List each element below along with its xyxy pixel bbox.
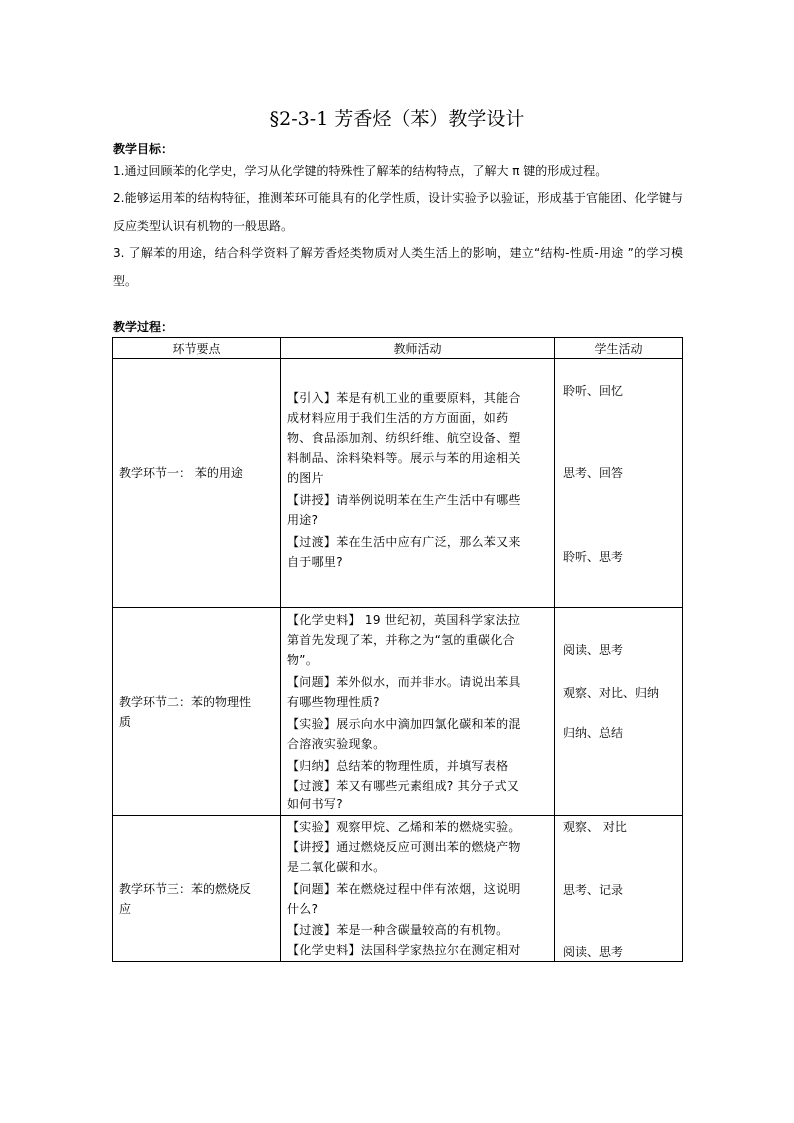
- stage-label: 教学环节二：苯的物理性: [119, 695, 252, 709]
- student-line: 观察、对比、归纳: [563, 686, 660, 700]
- teacher-line: 用途?: [287, 513, 319, 527]
- stage-label: 教学环节三：苯的燃烧反: [119, 882, 252, 896]
- teacher-line: 的图片: [287, 471, 324, 485]
- teacher-cell: [281, 816, 555, 962]
- teacher-cell: [281, 359, 555, 608]
- teacher-line: 【问题】苯在燃烧过程中伴有浓烟，这说明: [287, 882, 521, 896]
- process-table: [112, 337, 683, 962]
- student-line: 思考、回答: [563, 466, 624, 480]
- student-cell: [555, 359, 683, 608]
- teacher-line: 物”。: [287, 653, 319, 667]
- teacher-line: 【讲授】请举例说明苯在生产生活中有哪些: [287, 493, 521, 507]
- student-line: 聆听、思考: [563, 550, 624, 564]
- stage-cell: [113, 359, 281, 608]
- student-line: 思考、记录: [563, 883, 624, 897]
- teacher-line: 【引入】苯是有机工业的重要原料，其能合: [287, 391, 521, 405]
- header-student: 学生活动: [555, 338, 683, 359]
- teacher-line: 有哪些物理性质?: [287, 695, 380, 709]
- stage-cell: [113, 816, 281, 962]
- teacher-line: 【过渡】苯又有哪些元素组成? 其分子式又: [287, 779, 520, 793]
- student-line: 归纳、总结: [563, 726, 624, 740]
- student-line: 阅读、思考: [563, 643, 624, 657]
- teacher-line: 合溶液实验现象。: [287, 737, 386, 751]
- teacher-line: 【过渡】苯是一种含碳量较高的有机物。: [287, 923, 509, 937]
- teacher-line: 【问题】苯外似水，而并非水。请说出苯具: [287, 675, 521, 689]
- teacher-line: 是二氧化碳和水。: [287, 860, 386, 874]
- teacher-line: 料制品、涂料染料等。展示与苯的用途相关: [287, 451, 521, 465]
- student-line: 聆听、回忆: [563, 384, 624, 398]
- stage-label: 教学环节一： 苯的用途: [119, 466, 243, 480]
- teacher-line: 自于哪里?: [287, 555, 343, 569]
- objective-item-2: 2.能够运用苯的结构特征，推测苯环可能具有的化学性质，设计实验予以验证，形成基于官能团、化学键与反应类型认识有机物的一般思路。: [113, 191, 683, 233]
- teacher-line: 什么?: [287, 902, 319, 916]
- teacher-line: 物、食品添加剂、纺织纤维、航空设备、塑: [287, 431, 521, 445]
- teacher-line: 如何书写?: [287, 797, 343, 811]
- page-title: §2-3-1 芳香烃（苯）教学设计: [269, 108, 525, 130]
- student-cell: [555, 608, 683, 816]
- table-row: [113, 816, 683, 962]
- table-row: [113, 359, 683, 608]
- teacher-line: 【讲授】通过燃烧反应可测出苯的燃烧产物: [287, 840, 521, 854]
- table-row: [113, 608, 683, 816]
- teacher-line: 成材料应用于我们生活的方方面面，如药: [287, 411, 509, 425]
- teacher-cell: [281, 608, 555, 816]
- student-line: 观察、 对比: [563, 820, 627, 834]
- process-heading: 教学过程：: [113, 320, 174, 334]
- header-teacher: 教师活动: [281, 338, 555, 359]
- header-stage: 环节要点: [113, 338, 281, 359]
- stage-label: 质: [119, 715, 132, 729]
- teacher-line: 第首先发现了苯，并称之为“氢的重碳化合: [287, 633, 515, 647]
- stage-label: 应: [119, 902, 132, 916]
- objective-item-3: 3. 了解苯的用途，结合科学资料了解芳香烃类物质对人类生活上的影响，建立“结构-性质-用途 ”的学习模型。: [113, 246, 683, 288]
- teacher-line: 【归纳】总结苯的物理性质，并填写表格: [287, 759, 509, 773]
- teacher-line: 【实验】观察甲烷、乙烯和苯的燃烧实验。: [287, 820, 521, 834]
- teacher-line: 【实验】展示向水中滴加四氯化碳和苯的混: [287, 717, 521, 731]
- stage-cell: [113, 608, 281, 816]
- student-line: 阅读、思考: [563, 945, 624, 959]
- objective-item-1: 1.通过回顾苯的化学史，学习从化学键的特殊性了解苯的结构特点，了解大 π 键的形成过程。: [113, 164, 608, 178]
- table-header-row: [113, 338, 683, 359]
- teacher-line: 【过渡】苯在生活中应有广泛，那么苯又来: [287, 535, 521, 549]
- teacher-line: 【化学史料】法国科学家热拉尔在测定相对: [287, 943, 521, 957]
- student-cell: [555, 816, 683, 962]
- teacher-line: 【化学史料】 19 世纪初，英国科学家法拉: [287, 613, 521, 627]
- objectives-heading: 教学目标：: [113, 142, 174, 156]
